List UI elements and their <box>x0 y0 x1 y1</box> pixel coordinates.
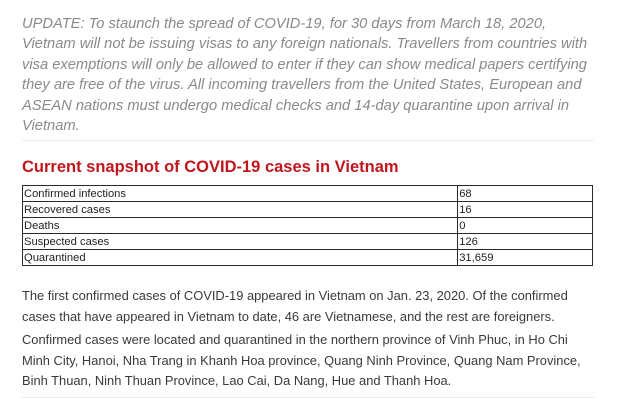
row-value: 68 <box>458 186 593 202</box>
table-row <box>23 202 593 218</box>
snapshot-title: Current snapshot of COVID-19 cases in Vietnam <box>22 158 399 176</box>
row-label: Recovered cases <box>23 202 458 218</box>
row-value: 0 <box>458 218 593 234</box>
row-label: Confirmed infections <box>23 186 458 202</box>
row-label: Suspected cases <box>23 234 458 250</box>
bottom-divider <box>22 397 594 398</box>
row-value: 16 <box>458 202 593 218</box>
locations-paragraph: Confirmed cases were located and quarantined in the northern province of Vinh Phuc, in Ho Chi Minh City, Hanoi, Nha Trang in Khanh Hoa province, Quang Ninh Province, Quang Nam Province, Binh Thuan, Ninh Thuan Province, Lao Cai, Da Nang, Hue and Thanh Hoa. <box>22 332 581 388</box>
table-row <box>23 250 593 266</box>
row-label: Deaths <box>23 218 458 234</box>
update-notice: UPDATE: To staunch the spread of COVID-19, for 30 days from March 18, 2020, Vietnam will not be issuing visas to any foreign nationals. Travellers from countries with visa exemptions will only be allowed to enter if they can show medical papers certifying they are free of the virus. All incoming travellers from the United States, European and ASEAN nations must undergo medical checks and 14-day quarantine upon arrival in Vietnam. <box>22 16 588 135</box>
covid-stats-table <box>22 185 593 266</box>
table-row <box>23 186 593 202</box>
row-label: Quarantined <box>23 250 458 266</box>
row-value: 31,659 <box>458 250 593 266</box>
table-row <box>23 234 593 250</box>
table-row <box>23 218 593 234</box>
section-divider <box>22 140 594 141</box>
row-value: 126 <box>458 234 593 250</box>
first-cases-paragraph: The first confirmed cases of COVID-19 appeared in Vietnam on Jan. 23, 2020. Of the confirmed cases that have appeared in Vietnam to date, 46 are Vietnamese, and the rest are foreigners. <box>22 288 568 324</box>
